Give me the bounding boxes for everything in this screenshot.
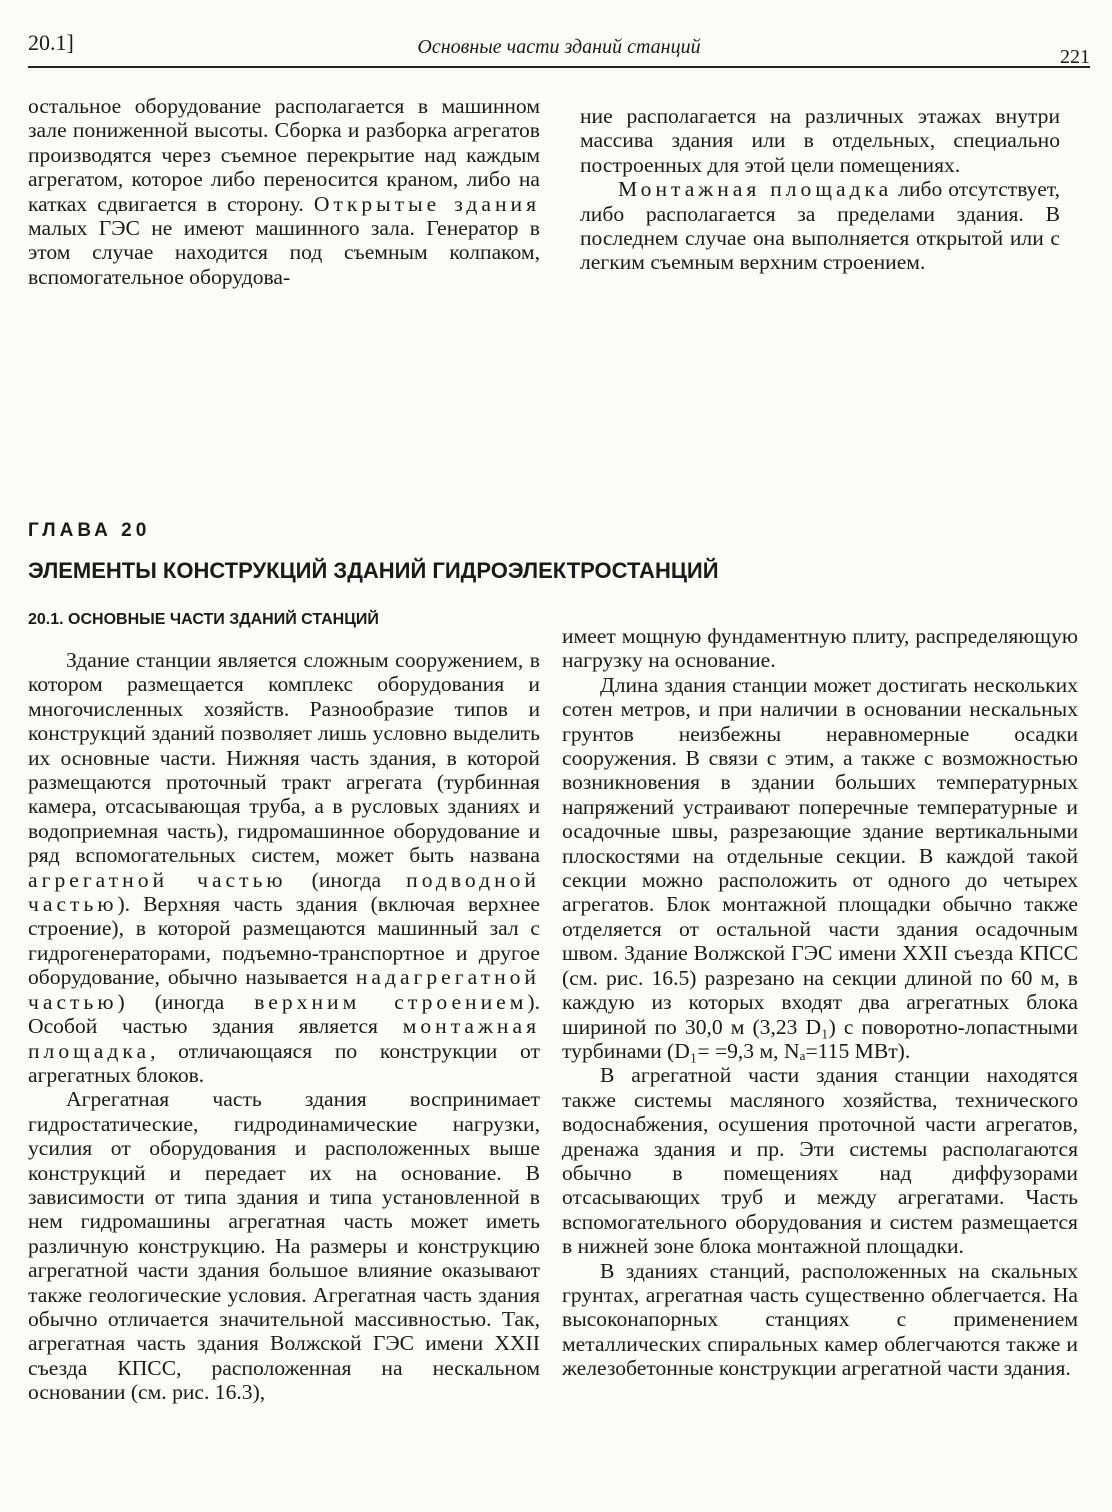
paragraph: Агрегатная часть здания воспринимает гидростатические, гидродинамические нагрузки, усилия от оборудования и расположенных выше конструкций и передает их на основание. В зависимости от типа здания и типа установленной в нем гидромашины агрегатная часть может иметь различную конструкцию. На размеры и конструкцию агрегатной части здания большое влияние оказывают также геологические условия. Агрегатная часть здания обычно отличается значительной массивностью. Так, агрегатная часть здания Волжской ГЭС имени XXII съезда КПСС, расположенная на нескальном основании (см. рис. 16.3),	[28, 1087, 540, 1405]
text-run: Здание станции является сложным сооружением, в котором размещается комплекс оборудования и многочисленных хозяйств. Разнообразие типов и конструкций зданий позволяет лишь условно выделить их основные части. Нижняя часть здания, в которой размещаются проточный тракт агрегата (турбинная камера, отсасывающая труба, а в русловых зданиях и водоприемная часть), гидромашинное оборудование и ряд вспомогательных систем, может быть названа	[28, 648, 540, 868]
section-title: 20.1. ОСНОВНЫЕ ЧАСТИ ЗДАНИЙ СТАНЦИЙ	[28, 611, 379, 628]
spaced-term: подводной частью	[28, 867, 540, 917]
spaced-term: Открытые здания	[313, 191, 541, 216]
text-run: (иногда	[286, 867, 407, 892]
text-run: ). Верхняя часть здания (включая верхнее строение), в которой размещаются машинный зал с гидрогенераторами, подъемно-транспортное и другое оборудование, обычно называется	[28, 892, 540, 990]
paragraph: имеет мощную фундаментную плиту, распределяющую нагрузку на основание.	[562, 624, 1078, 673]
text-run: либо отсутствует, либо располагается за пределами здания. В последнем случае она выполняется открытой или с легким съемным верхним строением.	[580, 177, 1060, 275]
paragraph	[28, 648, 540, 1087]
spaced-term: агрегатной частью	[28, 867, 287, 892]
body-left-column	[28, 648, 540, 1405]
top-right-column	[580, 104, 1060, 275]
chapter-label: ГЛАВА 20	[28, 520, 151, 541]
running-header	[28, 26, 1090, 68]
header-page-number: 221	[1060, 46, 1090, 68]
text-run: малых ГЭС не имеют машинного зала. Генератор в этом случае находится под съемным колпаком, вспомогательное оборудова-	[28, 216, 540, 289]
paragraph	[28, 94, 540, 289]
spaced-term: верхним строением	[254, 989, 528, 1014]
text-run: , отличающаяся по конструкции от агрегатных блоков.	[28, 1038, 540, 1087]
top-left-column	[28, 94, 540, 289]
paragraph	[580, 177, 1060, 275]
spaced-term: монтажная площадка	[28, 1014, 540, 1063]
header-section-number: 20.1]	[28, 30, 74, 55]
spaced-term: Монтажная площадка	[618, 177, 893, 202]
text-run: ) (иногда	[117, 989, 255, 1014]
spaced-term: надагрегатной частью	[28, 965, 540, 1014]
text-run: ). Особой частью здания является	[28, 989, 540, 1039]
paragraph: ние располагается на различных этажах внутри массива здания или в отдельных, специально построенных для этой цели помещениях.	[580, 104, 1060, 177]
text-run: остальное оборудование располагается в машинном зале пониженной высоты. Сборка и разборка агрегатов производятся через съемное перекрытие над каждым агрегатом, которое либо переносится краном, либо на катках сдвигается в сторону.	[28, 94, 540, 216]
chapter-title: ЭЛЕМЕНТЫ КОНСТРУКЦИЙ ЗДАНИЙ ГИДРОЭЛЕКТРОСТАНЦИЙ	[28, 558, 719, 583]
paragraph: В зданиях станций, расположенных на скальных грунтах, агрегатная часть существенно облегчается. На высоконапорных станциях с применением металлических спиральных камер облегчаются также и железобетонные конструкции агрегатной части здания.	[562, 1258, 1078, 1381]
body-right-column	[562, 624, 1078, 1381]
paragraph: Длина здания станции может достигать нескольких сотен метров, и при наличии в основании нескальных грунтов неизбежны неравномерные осадки сооружения. В связи с этим, а также с возможностью возникновения в здании больших температурных напряжений устраивают поперечные температурные и осадочные швы, разрезающие здание вертикальными плоскостями на отдельные секции. В каждой такой секции можно расположить от одного до четырех агрегатов. Блок монтажной площадки обычно также отделяется от остальной части здания осадочным швом. Здание Волжской ГЭС имени XXII съезда КПСС (см. рис. 16.5) разрезано на секции длиной по 60 м, в каждую из которых входят два агрегатных блока шириной по 30,0 м (3,23 D₁) с поворотно-лопастными турбинами (D₁= =9,3 м, Nₐ=115 МВт).	[562, 672, 1078, 1063]
paragraph: В агрегатной части здания станции находятся также системы масляного хозяйства, технического водоснабжения, осушения проточной части агрегатов, дренажа здания и пр. Эти системы располагаются обычно в помещениях над диффузорами отсасывающих труб и между агрегатами. Часть вспомогательного оборудования и систем размещается в нижней зоне блока монтажной площадки.	[562, 1063, 1078, 1259]
header-running-title: Основные части зданий станций	[417, 36, 701, 58]
